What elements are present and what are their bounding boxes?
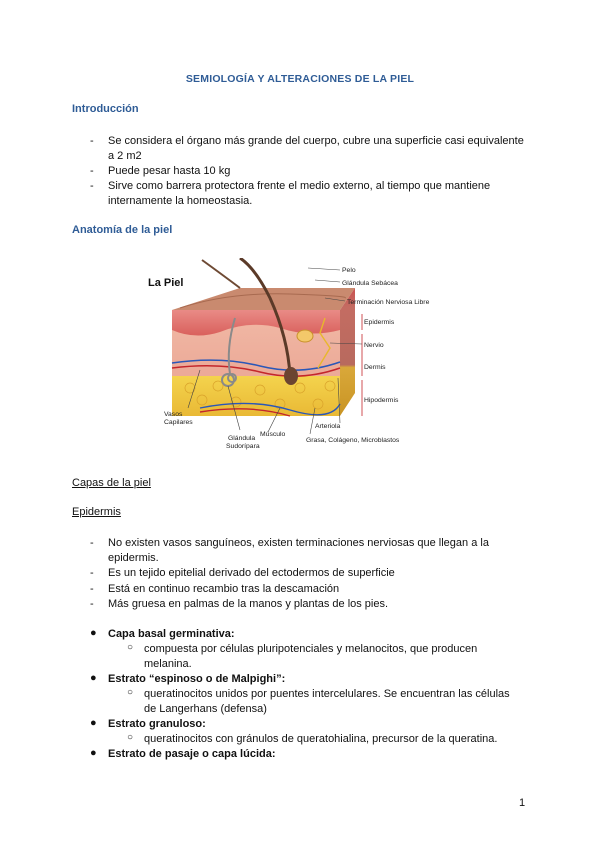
- anatomy-heading: Anatomía de la piel: [72, 224, 173, 236]
- dash-marker: -: [90, 180, 94, 192]
- dash-marker: -: [90, 135, 94, 147]
- epidermis-item: No existen vasos sanguíneos, existen terminaciones nerviosas que llegan a la epidermis.: [108, 537, 489, 564]
- label-pelo: Pelo: [342, 267, 356, 274]
- estrato-name: Estrato granuloso:: [108, 718, 206, 730]
- dash-marker: -: [90, 165, 94, 177]
- label-nervio: Nervio: [364, 342, 384, 349]
- intro-item: Se considera el órgano más grande del cuerpo, cubre una superficie casi equivalente a 2 m2: [108, 135, 524, 162]
- label-glandula-sudoripara-2: Sudorípara: [226, 443, 260, 450]
- sub-bullet-marker: ○: [127, 732, 134, 743]
- label-arteriola: Arteriola: [315, 423, 341, 430]
- capas-heading: Capas de la piel: [72, 477, 151, 489]
- label-musculo: Músculo: [260, 431, 286, 438]
- label-terminacion: Terminación Nerviosa Libre: [347, 299, 430, 306]
- sub-bullet-marker: ○: [127, 642, 134, 653]
- sub-bullet-marker: ○: [127, 687, 134, 698]
- bullet-marker: ●: [90, 672, 97, 684]
- dash-marker: -: [90, 598, 94, 610]
- skin-anatomy-figure: [140, 258, 460, 458]
- label-dermis: Dermis: [364, 364, 386, 371]
- bullet-marker: ●: [90, 627, 97, 639]
- label-glandula-sudoripara: Glándula: [228, 435, 256, 442]
- epidermis-heading: Epidermis: [72, 506, 121, 518]
- intro-item: Sirve como barrera protectora frente el medio externo, al tiempo que mantiene internamente la homeostasia.: [108, 180, 491, 207]
- bullet-marker: ●: [90, 747, 97, 759]
- dash-marker: -: [90, 537, 94, 549]
- label-glandula-sebacea: Glándula Sebácea: [342, 280, 398, 287]
- estrato-detail: queratinocitos unidos por puentes intercelulares. Se encuentran las células de Langerhans (defensa): [144, 688, 510, 715]
- epidermis-item: Es un tejido epitelial derivado del ectodermos de superficie: [108, 567, 395, 579]
- estrato-name: Estrato “espinoso o de Malpighi”:: [108, 673, 286, 685]
- hair-bulb: [284, 367, 298, 385]
- estrato-detail: compuesta por células pluripotenciales y melanocitos, que producen melanina.: [144, 643, 478, 670]
- intro-heading: Introducción: [72, 103, 139, 115]
- bullet-marker: ●: [90, 717, 97, 729]
- label-vasos: Vasos: [164, 411, 183, 418]
- dash-marker: -: [90, 567, 94, 579]
- label-grasa: Grasa, Colágeno, Microblastos: [306, 437, 400, 444]
- label-hipodermis: Hipodermis: [364, 397, 399, 404]
- label-capilares: Capilares: [164, 419, 193, 426]
- sebaceous-gland: [297, 330, 313, 342]
- epidermis-item: Más gruesa en palmas de la manos y plantas de los pies.: [108, 598, 389, 610]
- document-title: SEMIOLOGÍA Y ALTERACIONES DE LA PIEL: [185, 73, 415, 85]
- estrato-detail: queratinocitos con gránulos de queratohialina, precursor de la queratina.: [144, 733, 498, 745]
- skin-block-right-face: [340, 288, 355, 416]
- estrato-name: Estrato de pasaje o capa lúcida:: [108, 748, 276, 760]
- estrato-name: Capa basal germinativa:: [108, 628, 235, 640]
- dash-marker: -: [90, 583, 94, 595]
- epidermis-item: Está en continuo recambio tras la descamación: [108, 583, 340, 595]
- figure-title: La Piel: [148, 277, 184, 289]
- label-epidermis: Epidermis: [364, 319, 395, 326]
- page-number: 1: [519, 797, 526, 809]
- intro-item: Puede pesar hasta 10 kg: [108, 165, 231, 177]
